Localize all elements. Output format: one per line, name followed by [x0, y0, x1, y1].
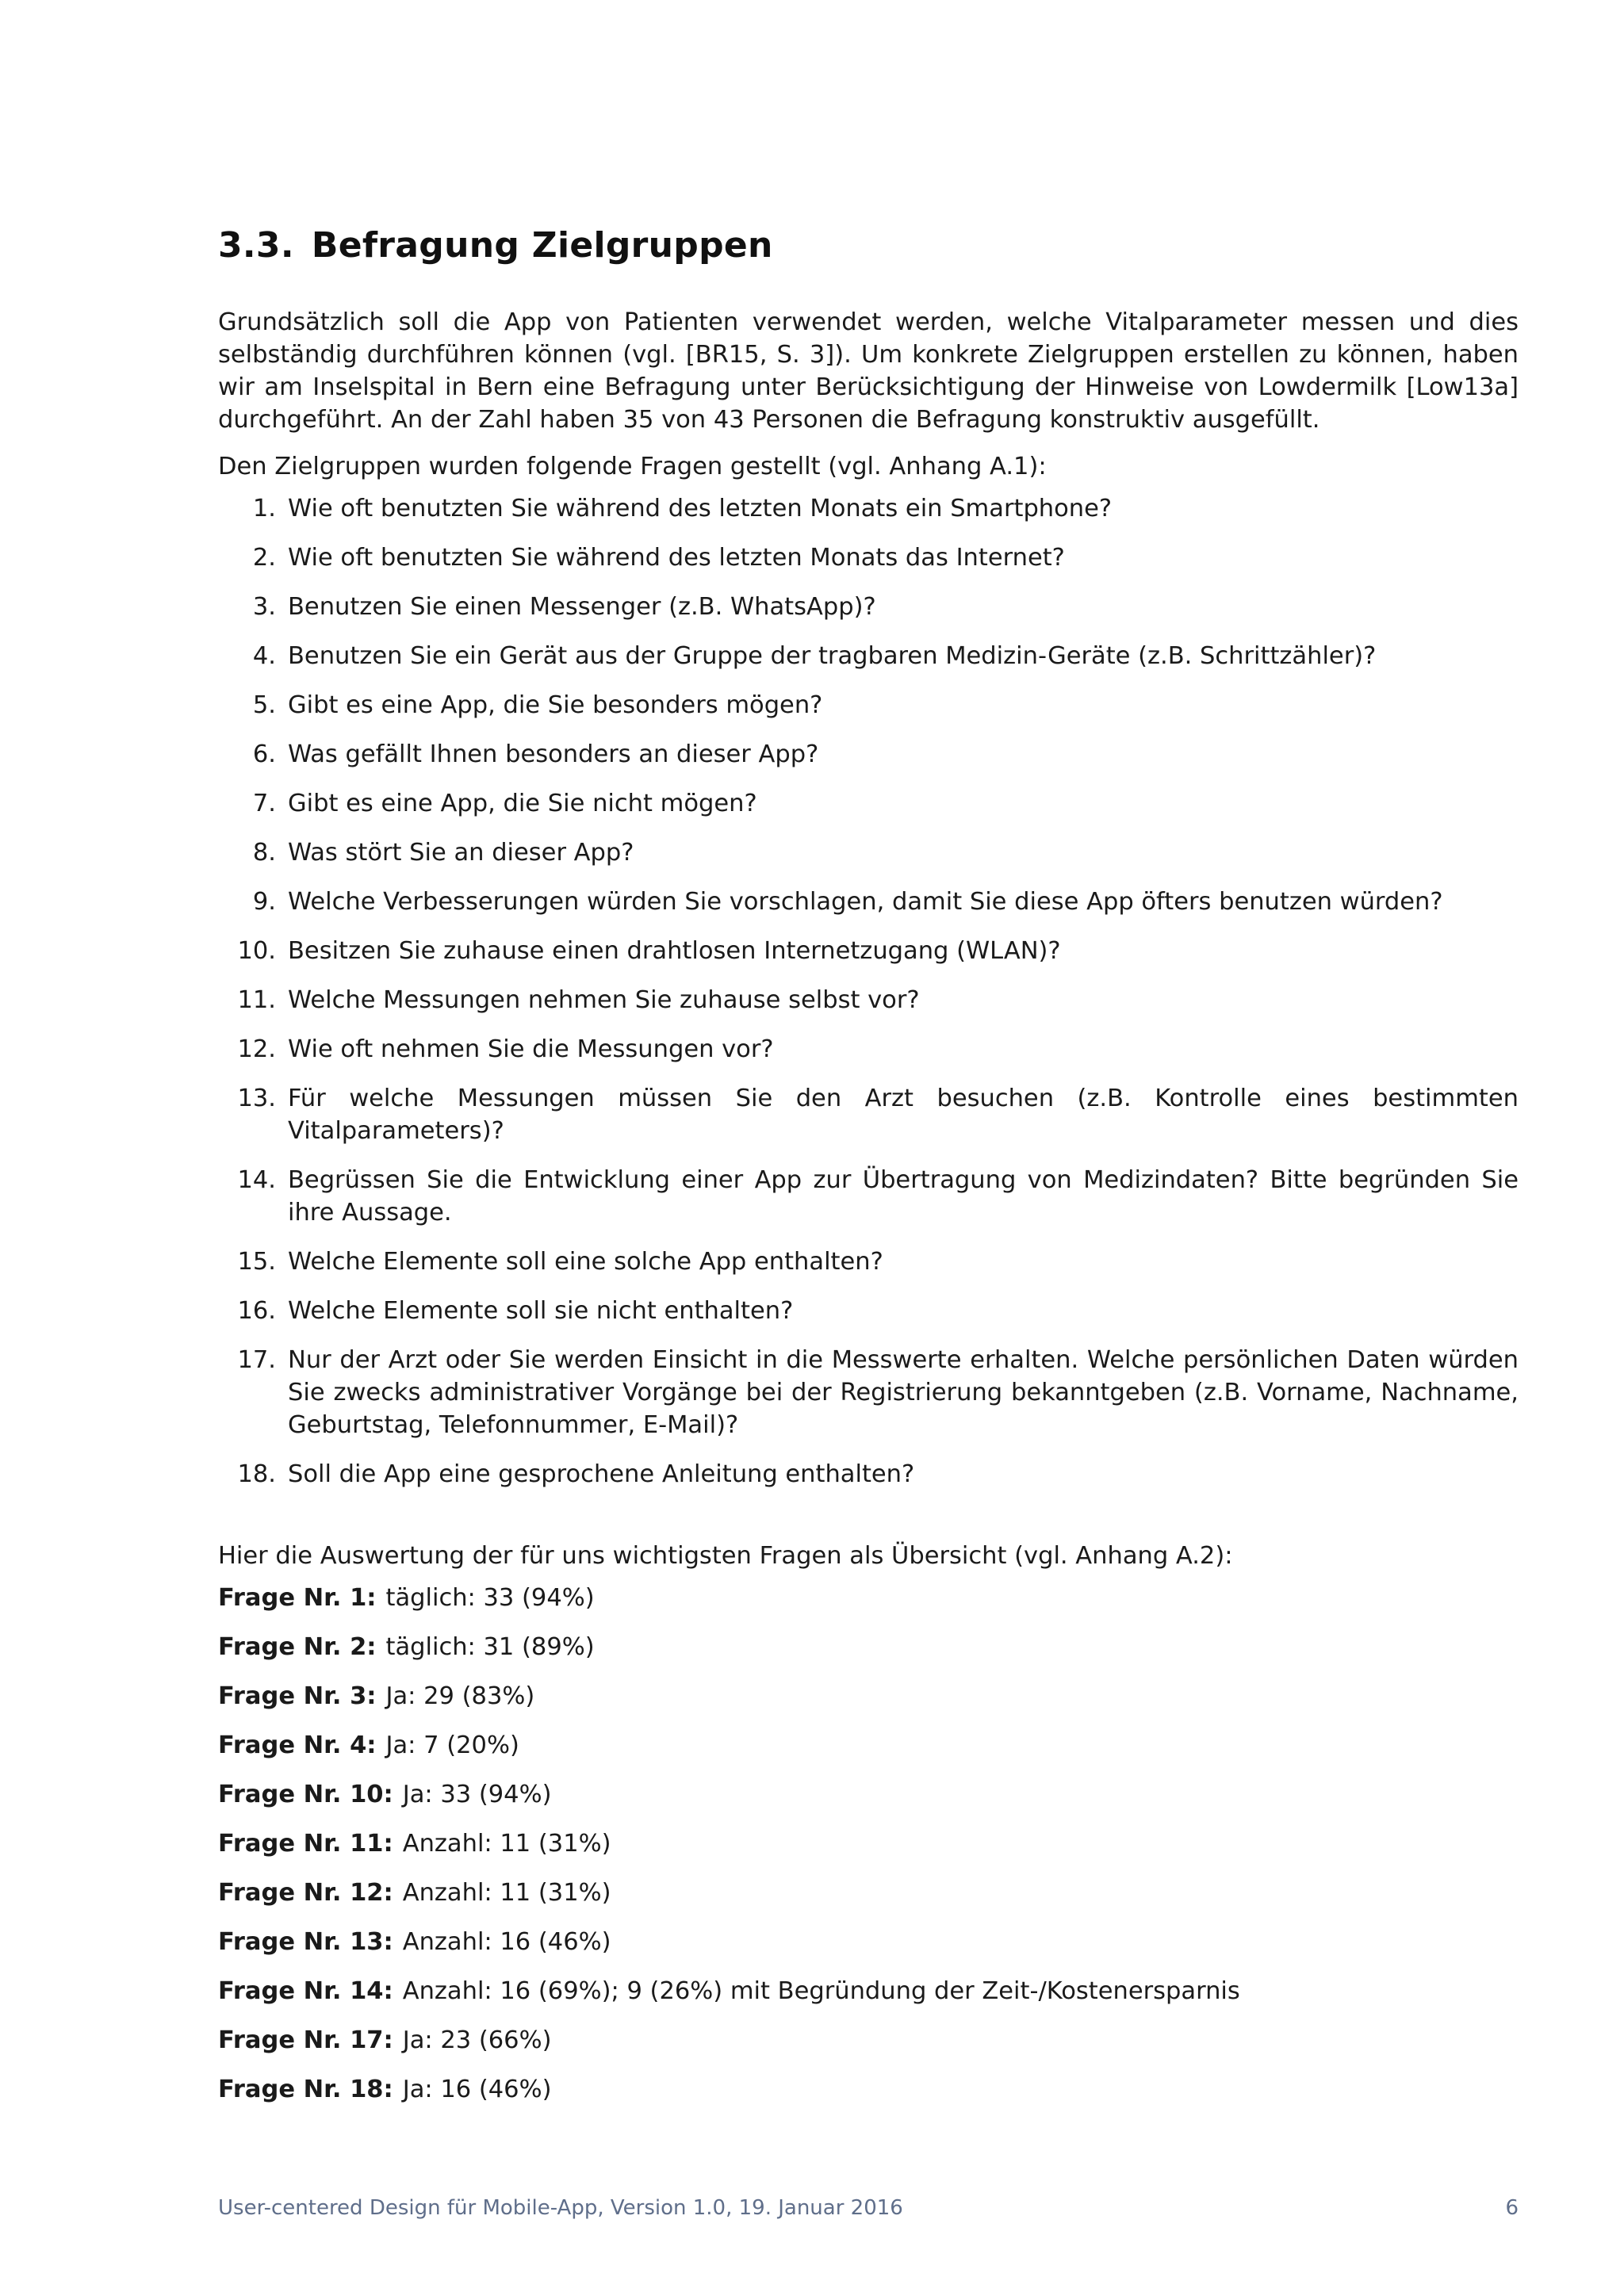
questions-list: [218, 492, 1519, 1490]
question-text: Gibt es eine App, die Sie besonders mögen?: [288, 691, 823, 719]
question-text: Soll die App eine gesprochene Anleitung enthalten?: [288, 1460, 915, 1488]
question-text: Welche Elemente soll sie nicht enthalten?: [288, 1297, 794, 1325]
list-item: [218, 836, 1519, 869]
result-row: [218, 2024, 1519, 2057]
list-item: [218, 886, 1519, 918]
question-text: Wie oft benutzten Sie während des letzten Monats ein Smartphone?: [288, 495, 1113, 522]
result-value: Ja: 23 (66%): [402, 2026, 552, 2054]
list-item: [218, 689, 1519, 721]
result-value: Ja: 16 (46%): [402, 2076, 552, 2103]
result-label: Frage Nr. 4:: [218, 1732, 377, 1759]
question-number: 4.: [252, 642, 276, 670]
result-value: Anzahl: 16 (46%): [402, 1928, 611, 1956]
list-item: [218, 1164, 1519, 1229]
footer-text: User-centered Design für Mobile-App, Version 1.0, 19. Januar 2016: [218, 2196, 903, 2220]
list-item: [218, 1033, 1519, 1066]
list-item: [218, 640, 1519, 672]
question-number: 7.: [252, 790, 276, 817]
result-row: [218, 1582, 1519, 1614]
questions-lead: Den Zielgruppen wurden folgende Fragen gestellt (vgl. Anhang A.1):: [218, 453, 1047, 480]
question-text: Benutzen Sie ein Gerät aus der Gruppe der tragbaren Medizin-Geräte (z.B. Schrittzähler)?: [288, 642, 1377, 670]
result-row: [218, 1926, 1519, 1958]
question-number: 3.: [252, 593, 276, 621]
result-value: Ja: 29 (83%): [385, 1682, 535, 1710]
question-number: 15.: [237, 1248, 276, 1276]
list-item: [218, 738, 1519, 771]
page-number: 6: [1505, 2196, 1519, 2220]
question-number: 10.: [237, 937, 276, 965]
question-number: 2.: [252, 544, 276, 572]
result-value: Anzahl: 11 (31%): [402, 1879, 611, 1907]
result-label: Frage Nr. 3:: [218, 1682, 377, 1710]
question-number: 16.: [237, 1297, 276, 1325]
document-page: [218, 222, 1519, 2106]
question-text: Was gefällt Ihnen besonders an dieser App?: [288, 740, 819, 768]
result-label: Frage Nr. 10:: [218, 1781, 393, 1808]
question-text: Besitzen Sie zuhause einen drahtlosen Internetzugang (WLAN)?: [288, 937, 1061, 965]
list-item: [218, 492, 1519, 525]
result-label: Frage Nr. 18:: [218, 2076, 393, 2103]
question-number: 11.: [237, 986, 276, 1014]
question-number: 8.: [252, 839, 276, 867]
section-heading: [218, 222, 1519, 270]
list-item: [218, 541, 1519, 574]
result-label: Frage Nr. 13:: [218, 1928, 393, 1956]
result-label: Frage Nr. 12:: [218, 1879, 393, 1907]
list-item: [218, 984, 1519, 1016]
list-item: [218, 1246, 1519, 1278]
result-row: [218, 1631, 1519, 1663]
intro-paragraph: Grundsätzlich soll die App von Patienten verwendet werden, welche Vitalparameter messen und dies selbständig durchführen können (vgl. [BR15, S. 3]). Um konkrete Zielgruppen erstellen zu können, haben wir am Inselspital in Bern eine Befragung unter Berücksichtigung der Hinweise von Lowdermilk [Low13a] durchgeführt. An der Zahl haben 35 von 43 Personen die Befragung konstruktiv ausgefüllt.: [218, 308, 1519, 434]
result-value: Ja: 33 (94%): [402, 1781, 552, 1808]
result-row: [218, 1827, 1519, 1860]
question-text: Nur der Arzt oder Sie werden Einsicht in die Messwerte erhalten. Welche persönlichen Daten würden Sie zwecks administrativer Vorgänge bei der Registrierung bekanntgeben (z.B. Vorname, Nachname, Geburtstag, Telefonnummer, E-Mail)?: [288, 1346, 1519, 1439]
question-number: 1.: [252, 495, 276, 522]
list-item: [218, 787, 1519, 820]
question-text: Benutzen Sie einen Messenger (z.B. WhatsApp)?: [288, 593, 876, 621]
result-row: [218, 1975, 1519, 2007]
summary-lead: Hier die Auswertung der für uns wichtigsten Fragen als Übersicht (vgl. Anhang A.2):: [218, 1542, 1233, 1570]
result-row: [218, 1729, 1519, 1762]
question-text: Wie oft benutzten Sie während des letzten Monats das Internet?: [288, 544, 1065, 572]
question-number: 5.: [252, 691, 276, 719]
result-value: Ja: 7 (20%): [385, 1732, 519, 1759]
result-row: [218, 1778, 1519, 1811]
question-number: 6.: [252, 740, 276, 768]
result-row: [218, 2073, 1519, 2106]
list-item: [218, 935, 1519, 967]
page-footer: [218, 2195, 1519, 2221]
question-number: 17.: [237, 1346, 276, 1374]
result-row: [218, 1877, 1519, 1909]
question-text: Für welche Messungen müssen Sie den Arzt besuchen (z.B. Kontrolle eines bestimmten Vitalparameters)?: [288, 1085, 1519, 1145]
question-number: 9.: [252, 888, 276, 916]
result-value: täglich: 31 (89%): [385, 1633, 595, 1661]
list-item: [218, 1458, 1519, 1490]
result-row: [218, 1680, 1519, 1712]
question-text: Welche Messungen nehmen Sie zuhause selbst vor?: [288, 986, 920, 1014]
list-item: [218, 1344, 1519, 1441]
result-value: Anzahl: 11 (31%): [402, 1830, 611, 1858]
result-label: Frage Nr. 17:: [218, 2026, 393, 2054]
question-text: Begrüssen Sie die Entwicklung einer App zur Übertragung von Medizindaten? Bitte begründen Sie ihre Aussage.: [288, 1166, 1519, 1226]
result-label: Frage Nr. 1:: [218, 1584, 377, 1612]
question-number: 18.: [237, 1460, 276, 1488]
result-value: täglich: 33 (94%): [385, 1584, 595, 1612]
question-number: 12.: [237, 1035, 276, 1063]
question-number: 14.: [237, 1166, 276, 1194]
section-number: 3.3.: [218, 225, 294, 266]
question-text: Welche Elemente soll eine solche App enthalten?: [288, 1248, 883, 1276]
list-item: [218, 591, 1519, 623]
result-label: Frage Nr. 2:: [218, 1633, 377, 1661]
question-number: 13.: [237, 1085, 276, 1112]
result-label: Frage Nr. 11:: [218, 1830, 393, 1858]
results-list: [218, 1582, 1519, 2106]
result-label: Frage Nr. 14:: [218, 1977, 393, 2005]
question-text: Gibt es eine App, die Sie nicht mögen?: [288, 790, 757, 817]
result-value: Anzahl: 16 (69%); 9 (26%) mit Begründung der Zeit-/Kostenersparnis: [402, 1977, 1240, 2005]
question-text: Was stört Sie an dieser App?: [288, 839, 634, 867]
question-text: Wie oft nehmen Sie die Messungen vor?: [288, 1035, 774, 1063]
section-title: Befragung Zielgruppen: [311, 225, 773, 266]
question-text: Welche Verbesserungen würden Sie vorschlagen, damit Sie diese App öfters benutzen würden?: [288, 888, 1443, 916]
list-item: [218, 1082, 1519, 1147]
list-item: [218, 1295, 1519, 1327]
